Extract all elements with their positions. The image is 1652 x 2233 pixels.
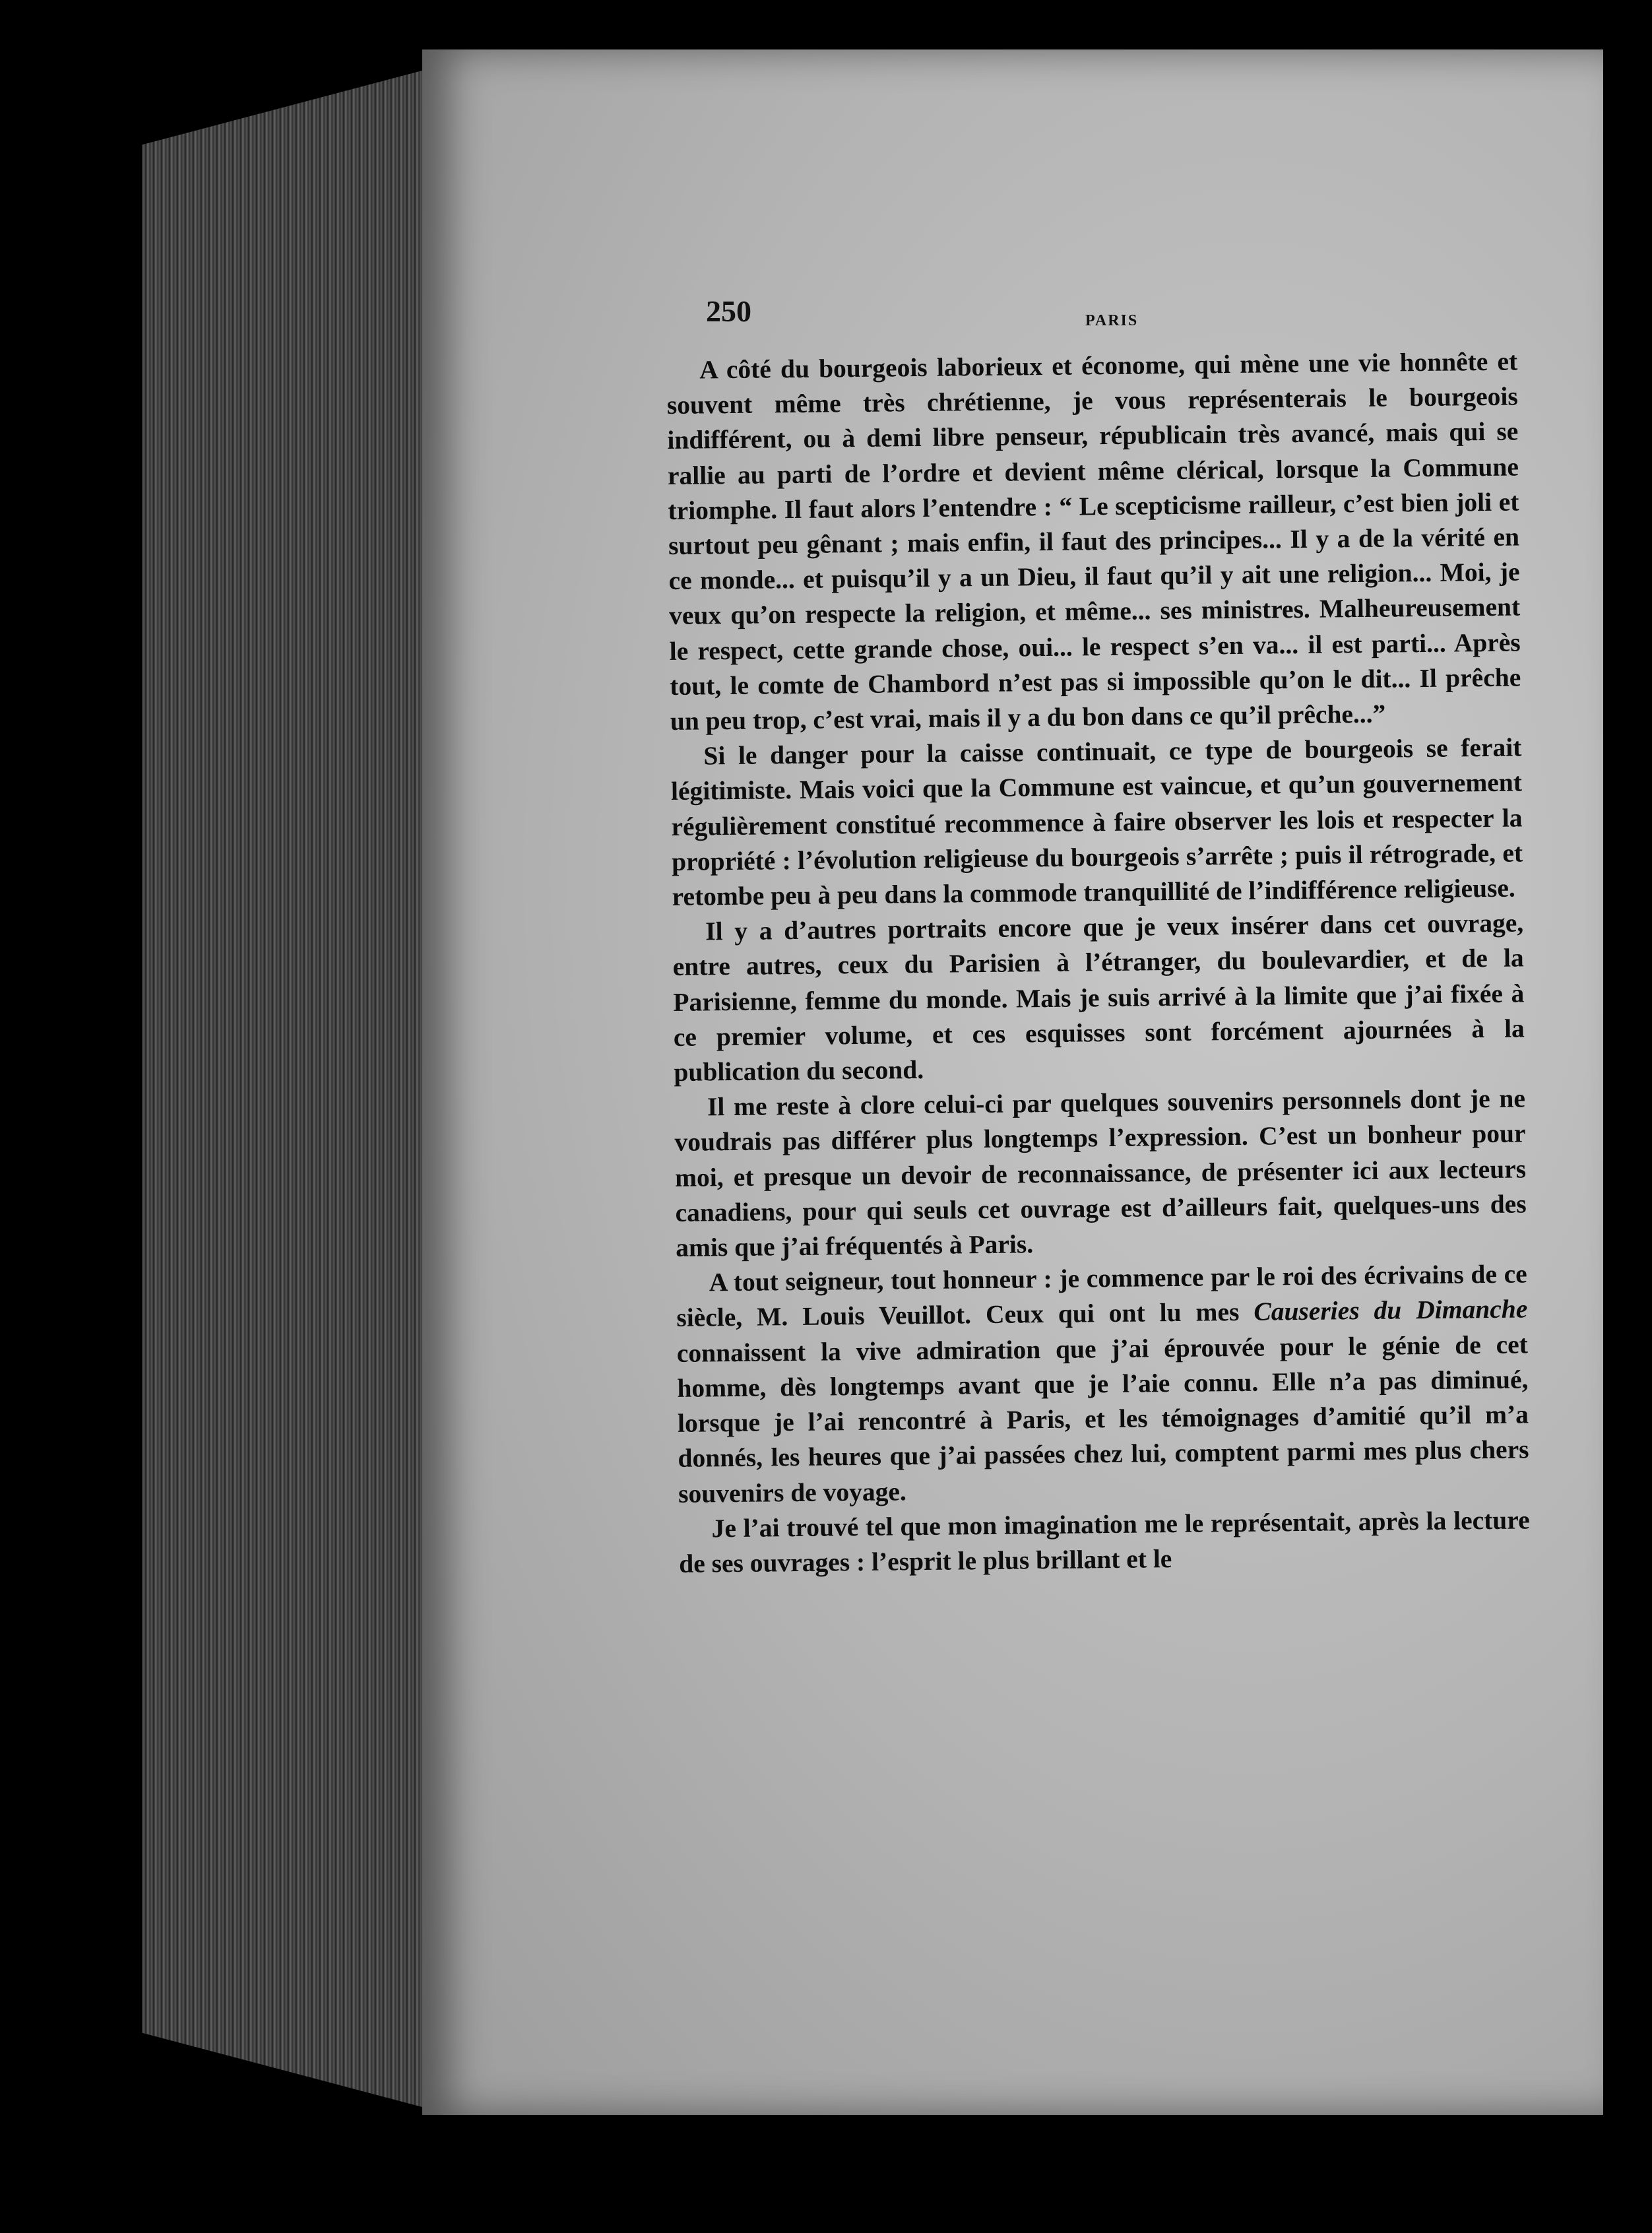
paragraph-2: Si le danger pour la caisse continuait, ce type de bourgeois se ferait légitimiste. Mais voici que la Commune est vaincue, et qu’un gouvernement régulièrement constitué recommence à faire observer les lois et respecter la propriété : l’évolution religieuse du bourgeois s’arrête ; puis il rétrograde, et retombe peu à peu dans la commode tranquillité de l’indifférence religieuse.	[670, 732, 1523, 912]
paragraph-6: Je l’ai trouvé tel que mon imagination me le représentait, après la lecture de ses ouvrages : l’esprit le plus brillant et le	[678, 1505, 1530, 1578]
paragraph-5-before: A tout seigneur, tout honneur : je commence par le roi des écrivains de ce siècle, M. Louis Veuillot. Ceux qui ont lu mes	[676, 1259, 1527, 1333]
page-number: 250	[706, 294, 751, 328]
paragraph-5	[676, 1257, 1529, 1512]
paragraph-4: Il me reste à clore celui-ci par quelques souvenirs personnels dont je ne voudrais pas différer plus longtemps l’expression. C’est un bonheur pour moi, et presque un devoir de reconnaissance, de présenter ici aux lecteurs canadiens, pour qui seuls cet ouvrage est d’ailleurs fait, quelques-uns des amis que j’ai fréquentés à Paris.	[674, 1084, 1527, 1263]
body-text	[666, 344, 1530, 1582]
paragraph-1: A côté du bourgeois laborieux et économe, qui mène une vie honnête et souvent même très chrétienne, je vous représenterais le bourgeois indifférent, ou à demi libre penseur, républicain très avancé, mais qui se rallie au parti de l’ordre et devient même clérical, lorsque la Commune triomphe. Il faut alors l’entendre : “ Le scepticisme railleur, c’est bien joli et surtout peu gênant ; mais enfin, il faut des principes... Il y a de la vérité en ce monde... et puisqu’il y a un Dieu, il faut qu’il y ait une religion... Moi, je veux qu’on respecte la religion, et même... ses ministres. Malheureusement le respect, cette grande chose, oui... le respect s’en va... il est parti... Après tout, le comte de Chambord n’est pas si impossible qu’on le dit... Il prêche un peu trop, c’est vrai, mais il y a du bon dans ce qu’il prêche...”	[666, 346, 1521, 736]
book-page-edges	[142, 63, 452, 2115]
paragraph-3: Il y a d’autres portraits encore que je veux insérer dans cet ouvrage, entre autres, ceux du Parisien à l’étranger, du boulevardier, et de la Parisienne, femme du monde. Mais je suis arrivé à la limite que j’ai fixée à ce premier volume, et ces esquisses sont forcément ajournées à la publication du second.	[672, 908, 1525, 1087]
paragraph-5-after: connaissent la vive admiration que j’ai éprouvée pour le génie de cet homme, dès longtemps avant que je l’aie connu. Elle n’a pas diminué, lorsque je l’ai rencontré à Paris, et les témoignages d’amitié qu’il m’a donnés, les heures que j’ai passées chez lui, comptent parmi mes plus chers souvenirs de voyage.	[676, 1330, 1529, 1508]
running-head: PARIS	[1085, 312, 1139, 329]
page-header	[706, 294, 1531, 340]
book-title-italic: Causeries du Dimanche	[1254, 1294, 1528, 1327]
